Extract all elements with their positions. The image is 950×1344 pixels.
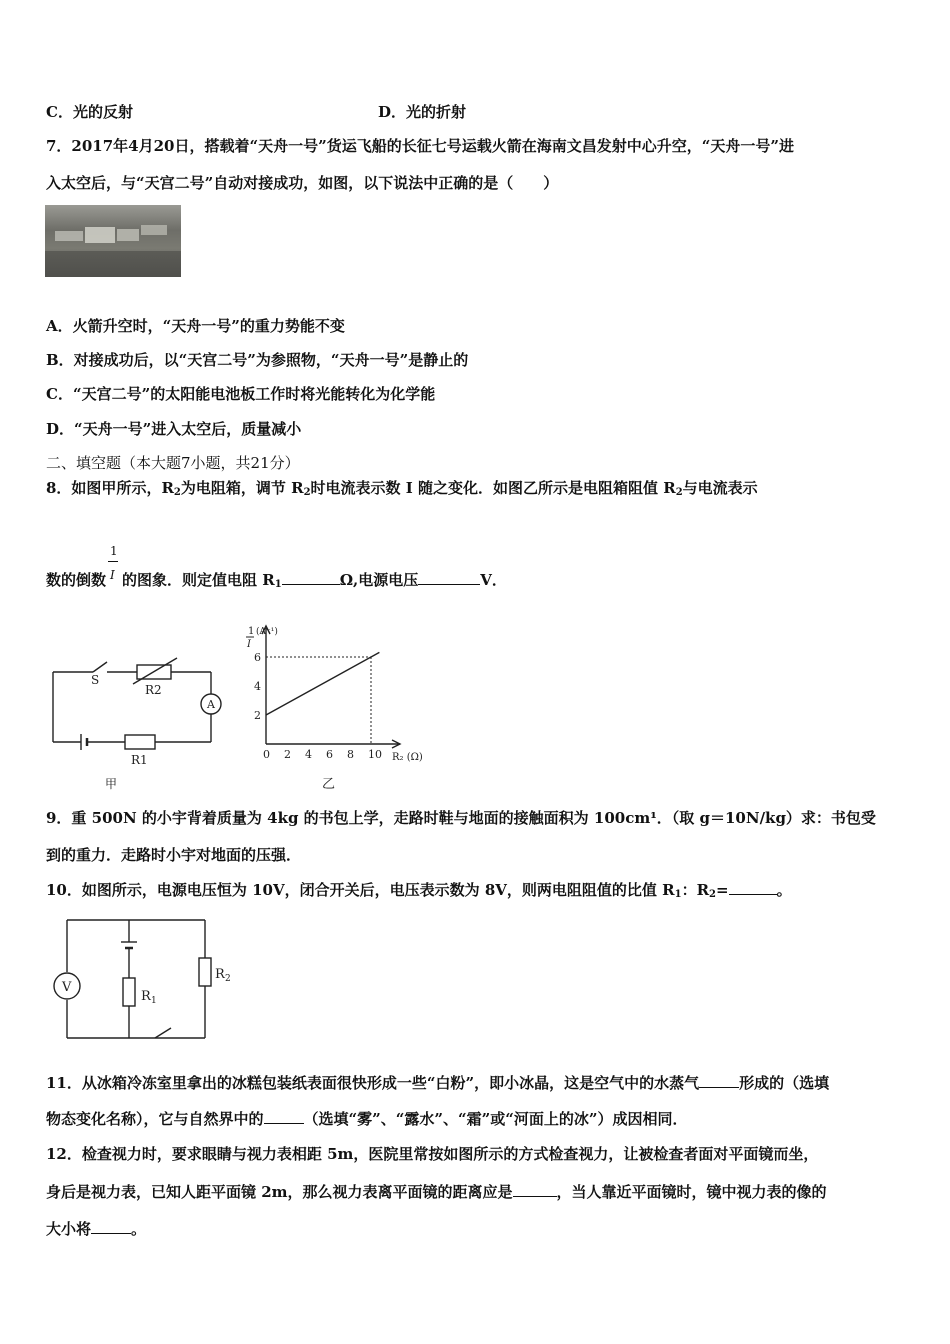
q7-option-b: B．对接成功后，以“天宫二号”为参照物，“天舟一号”是静止的: [46, 351, 469, 369]
q8-line2: [46, 544, 507, 595]
q8-text-c: 时电流表示数 I 随之变化．如图乙所示是电阻箱阻值 R: [310, 479, 676, 497]
label-voltmeter: V: [62, 980, 72, 995]
x-label: R₂ (Ω): [392, 752, 423, 763]
q12-blank-2[interactable]: [91, 1218, 131, 1234]
x-tick-label-1: 2: [284, 748, 291, 761]
q11-text-c: 物态变化名称），它与自然界中的: [46, 1110, 264, 1128]
q12-text-b: ，当人靠近平面镜时，镜中视力表的像的: [556, 1183, 827, 1201]
q11-line1: [46, 1072, 829, 1093]
r1-box: [125, 735, 155, 749]
option-d: D．光的折射: [378, 103, 467, 121]
circuit-diagram-jia: [45, 650, 225, 795]
q12-line3: [46, 1218, 146, 1239]
q11-text-a: 11．从冰箱冷冻室里拿出的冰糕包装纸表面很快形成一些“白粉”，即小冰晶，这是空气中的水蒸气: [46, 1074, 700, 1092]
graph-yi: [240, 618, 430, 796]
label-r2: R2: [145, 683, 162, 697]
r1-box-q10: [123, 978, 135, 1006]
q8-sub-b: 2: [303, 487, 311, 498]
label-r1: R1: [131, 753, 148, 767]
q8-line2-d: V．: [480, 571, 507, 589]
q12-text-c: 大小将: [46, 1220, 92, 1238]
q8-line1: [46, 478, 758, 503]
q11-text-d: （选填“雾”、“露水”、“霜”或“河面上的冰”）成因相同．: [303, 1110, 688, 1128]
q8-line2-b: 的图象．则定值电阻 R: [122, 571, 275, 589]
q8-line2-a: 数的倒数: [46, 571, 107, 589]
q12-blank-1[interactable]: [513, 1181, 557, 1197]
q12-line2: [46, 1181, 827, 1202]
circuit-diagram-q10: [45, 912, 245, 1047]
series-line-0: [266, 652, 379, 715]
series-lines: [266, 652, 379, 744]
label-ammeter: A: [207, 698, 215, 711]
r2-box-q10: [199, 958, 211, 986]
q7-line1: 7．2017年4月20日，搭载着“天舟一号”货运飞船的长征七号运载火箭在海南文昌发射中心升空，“天舟一号”进: [46, 137, 795, 155]
x-tick-label-3: 6: [326, 748, 333, 761]
q10-sub2: 2: [709, 889, 717, 900]
q8-sub-c: 2: [675, 487, 683, 498]
spacecraft-docking-photo: [45, 205, 181, 277]
y-label-den: I: [247, 639, 251, 650]
switch-q10: [155, 1028, 171, 1038]
q9-line2: 到的重力．走路时小宇对地面的压强．: [46, 846, 302, 864]
y-label-num: 1: [248, 626, 255, 637]
option-c: C．光的反射: [46, 103, 133, 121]
q10-text-a: 10．如图所示，电源电压恒为 10V，闭合开关后，电压表示数为 8V，则两电阻阻值的比值 R: [46, 881, 675, 899]
q11-blank-2[interactable]: [264, 1108, 304, 1124]
y-tick-label-2: 6: [254, 651, 261, 664]
q8-blank-resistance[interactable]: [282, 569, 340, 585]
switch-blade: [93, 662, 107, 672]
x-tick-label-5: 10: [368, 748, 382, 761]
q8-sub-a: 2: [173, 487, 181, 498]
q7-option-c: C．“天宫二号”的太阳能电池板工作时将光能转化为化学能: [46, 385, 436, 403]
q8-text-d: 与电流表示: [682, 479, 758, 497]
q8-blank-voltage[interactable]: [418, 569, 480, 585]
label-r1-sub-q10: 1: [151, 996, 157, 1006]
q8-text-b: 为电阻箱，调节 R: [180, 479, 304, 497]
q8-line2-sub: 1: [274, 579, 282, 590]
q10-blank-ratio[interactable]: [729, 879, 777, 895]
y-tick-label-1: 4: [254, 680, 261, 693]
q10-line1: [46, 879, 792, 905]
q10-sep: ：R: [681, 881, 710, 899]
x-tick-label-0: 0: [263, 748, 270, 761]
q12-text-a: 身后是视力表，已知人距平面镜 2m，那么视力表离平面镜的距离应是: [46, 1183, 513, 1201]
q11-blank-1[interactable]: [699, 1072, 739, 1088]
label-r2-q10: R: [215, 967, 225, 982]
section-title: 二、填空题（本大题7小题，共21分）: [46, 454, 300, 472]
x-tick-label-4: 8: [347, 748, 354, 761]
q9-line1: 9．重 500N 的小宇背着质量为 4kg 的书包上学，走路时鞋与地面的接触面积为 100cm¹．（取 g＝10N/kg）求：书包受: [46, 809, 876, 827]
label-r2-sub-q10: 2: [225, 974, 231, 984]
q7-line2: 入太空后，与“天宫二号”自动对接成功，如图，以下说法中正确的是（ ）: [46, 174, 559, 192]
q8-frac-den: I: [110, 568, 115, 582]
caption-jia: 甲: [105, 777, 118, 791]
y-label-unit: (A⁻¹): [256, 627, 278, 637]
q8-line2-c: Ω,电源电压: [339, 571, 419, 589]
label-r1-q10: R: [141, 989, 151, 1004]
y-tick-label-0: 2: [254, 709, 261, 722]
q7-option-a: A．火箭升空时，“天舟一号”的重力势能不变: [46, 317, 345, 335]
q12-text-d: 。: [131, 1220, 147, 1238]
x-tick-label-2: 4: [305, 748, 312, 761]
q7-option-d: D．“天舟一号”进入太空后，质量减小: [46, 420, 302, 438]
y-tick-labels: [254, 651, 261, 722]
q10-end: 。: [776, 881, 792, 899]
label-s: S: [91, 673, 100, 687]
q8-frac-bar: [108, 561, 118, 562]
q12-line1: 12．检查视力时，要求眼睛与视力表相距 5m，医院里常按如图所示的方式检查视力，让被检查者面对平面镜而坐，: [46, 1145, 819, 1163]
spacecraft-photo-drawing: [45, 205, 181, 277]
q8-text-a: 8．如图甲所示，R: [46, 479, 174, 497]
caption-yi: 乙: [322, 777, 336, 792]
q10-sub1: 1: [674, 889, 682, 900]
q8-frac-num: 1: [110, 544, 118, 558]
q11-line2: [46, 1108, 688, 1129]
q8-fraction: [106, 544, 122, 585]
x-tick-labels: [263, 748, 382, 761]
q11-text-b: 形成的（选填: [739, 1074, 830, 1092]
q10-eq: =: [716, 881, 729, 899]
